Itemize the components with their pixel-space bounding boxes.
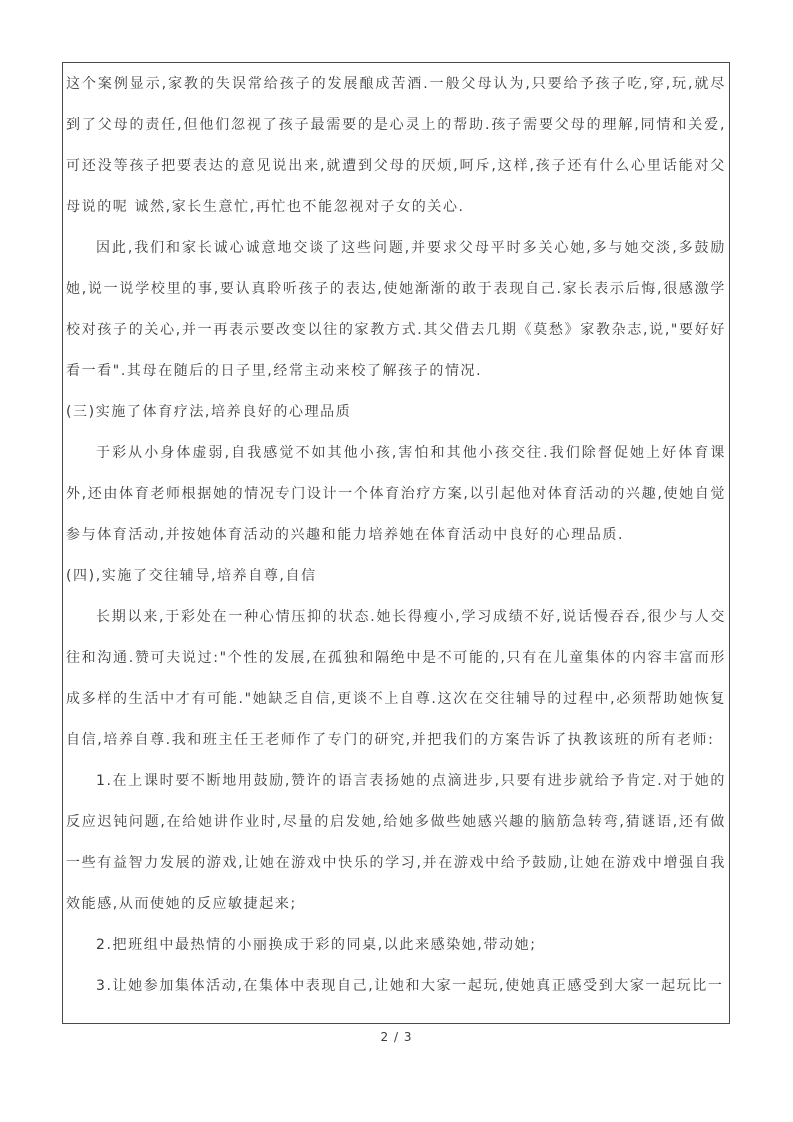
page-text-frame [62, 62, 730, 1024]
page-footer [0, 1026, 793, 1045]
paragraph: 于彩从小身体虚弱,自我感觉不如其他小孩,害怕和其他小孩交往.我们除督促她上好体育课外,还由体育老师根据她的情况专门设计一个体育治疗方案,以引起他对体育活动的兴趣,使她自觉参与体育活动,并按她体育活动的兴趣和能力培养她在体育活动中良好的心理品质. [66, 445, 726, 543]
numbered-item: 3.让她参加集体活动,在集体中表现自己,让她和大家一起玩,使她真正感受到大家一起玩比一 [96, 978, 724, 994]
page-number: 2 / 3 [380, 1030, 413, 1044]
numbered-item: 1.在上课时要不断地用鼓励,赞许的语言表扬她的点滴进步,只要有进步就给予肯定.对于她的反应迟钝问题,在给她讲作业时,尽量的启发她,给她多做些她感兴趣的脑筋急转弯,猜谜语,还有做一些有益智力发展的游戏,让她在游戏中快乐的学习,并在游戏中给予鼓励,让她在游戏中增强自我效能感,从而使她的反应敏捷起来; [66, 773, 726, 912]
numbered-item: 2.把班组中最热情的小丽换成于彩的同桌,以此来感染她,带动她; [96, 937, 537, 953]
section-heading: (四),实施了交往辅导,培养自尊,自信 [66, 568, 317, 584]
paragraph: 长期以来,于彩处在一种心情压抑的状态.她长得瘦小,学习成绩不好,说话慢吞吞,很少与人交往和沟通.赞可夫说过:"个性的发展,在孤独和隔绝中是不可能的,只有在儿童集体的内容丰富而形成多样的生活中才有可能."她缺乏自信,更谈不上自尊.这次在交往辅导的过程中,必须帮助她恢复自信,培养自尊.我和班主任王老师作了专门的研究,并把我们的方案告诉了执教该班的所有老师: [66, 609, 726, 748]
paragraph: 这个案例显示,家教的失误常给孩子的发展酿成苦酒.一般父母认为,只要给予孩子吃,穿,玩,就尽到了父母的责任,但他们忽视了孩子最需要的是心灵上的帮助.孩子需要父母的理解,同情和关爱,可还没等孩子把要表达的意见说出来,就遭到父母的厌烦,呵斥,这样,孩子还有什么心里话能对父母说的呢 诚然,家长生意忙,再忙也不能忽视对子女的关心. [66, 76, 726, 215]
section-heading: (三)实施了体育疗法,培养良好的心理品质 [66, 404, 352, 420]
paragraph: 因此,我们和家长诚心诚意地交谈了这些问题,并要求父母平时多关心她,多与她交淡,多鼓励她,说一说学校里的事,要认真聆听孩子的表达,使她渐渐的敢于表现自己.家长表示后悔,很感激学校对孩子的关心,并一再表示要改变以往的家教方式.其父借去几期《莫愁》家教杂志,说,"要好好看一看".其母在随后的日子里,经常主动来校了解孩子的情况. [66, 240, 726, 379]
